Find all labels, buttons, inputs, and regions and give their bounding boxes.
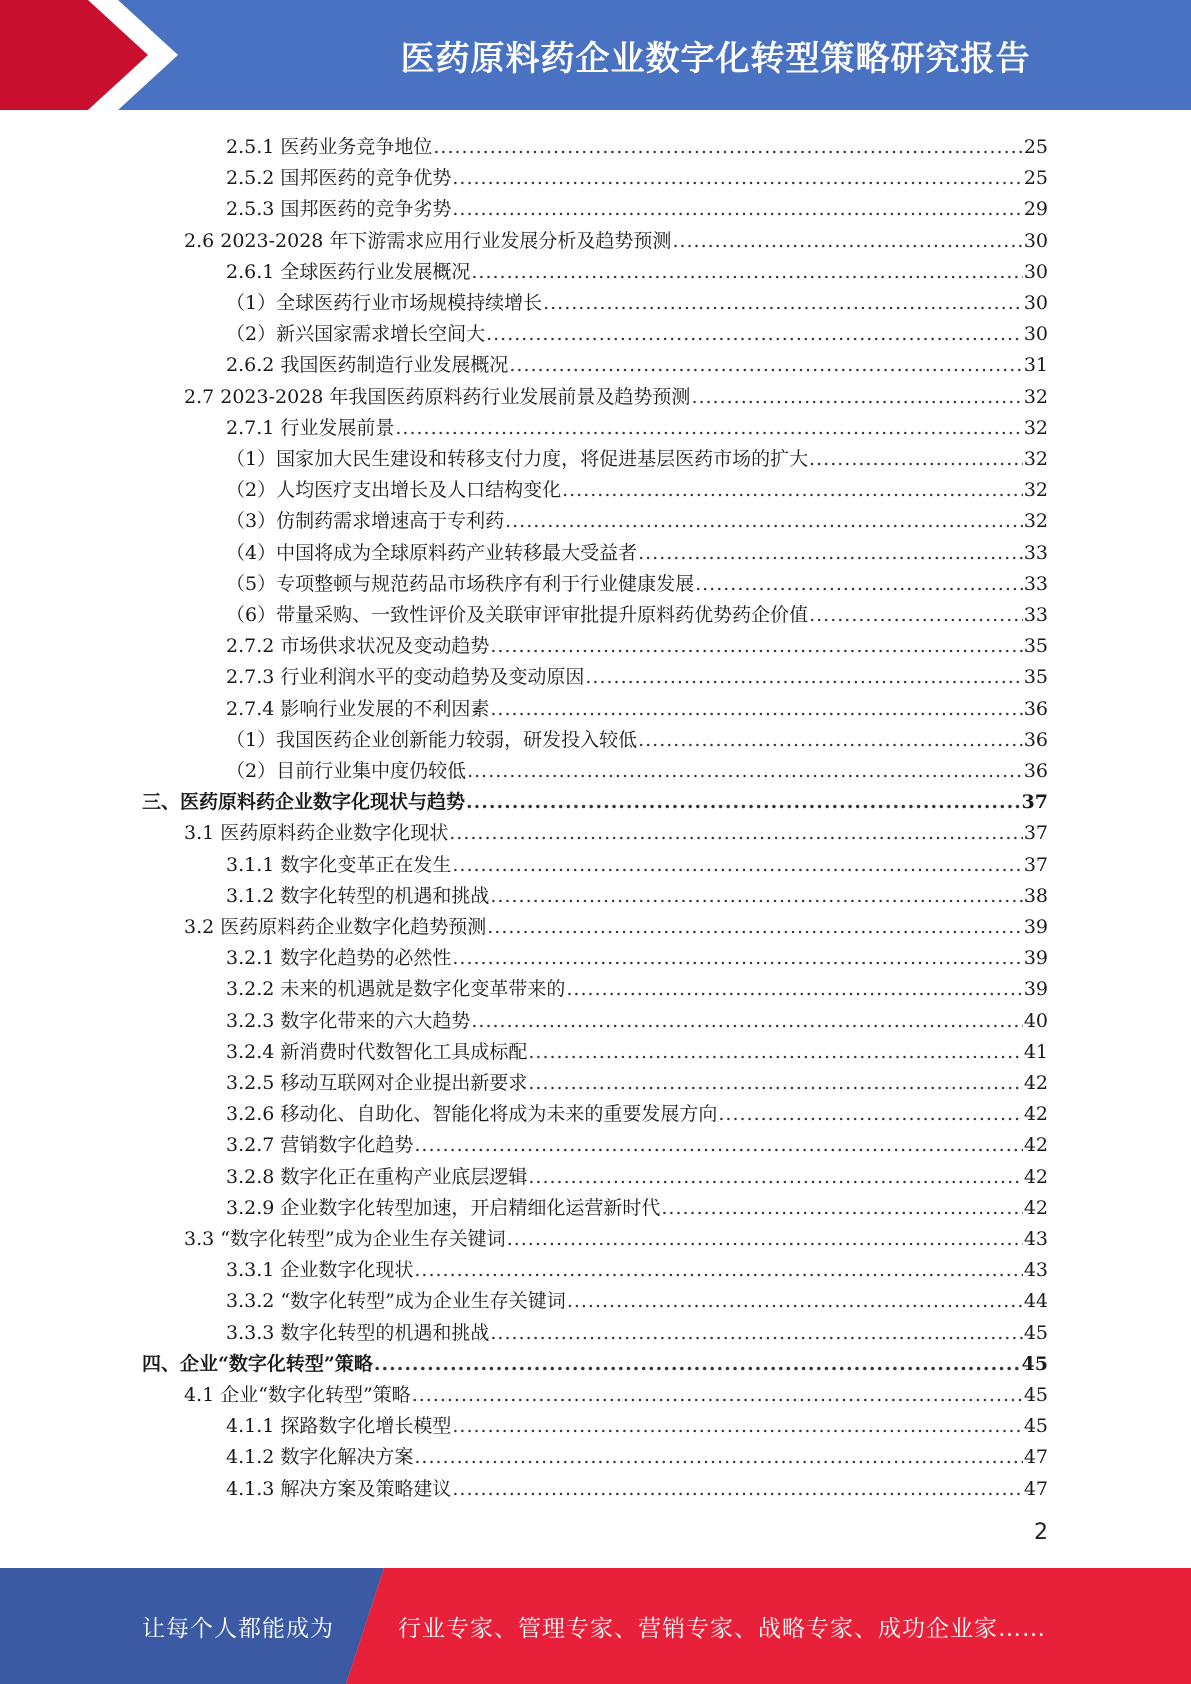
toc-entry-label: 3.2.6 移动化、自助化、智能化将成为未来的重要发展方向	[226, 1103, 718, 1125]
toc-leader-dots	[452, 167, 1022, 189]
toc-leader-dots	[562, 479, 1023, 501]
toc-entry[interactable]	[226, 938, 1048, 969]
toc-entry-page: 41	[1023, 1041, 1048, 1063]
toc-leader-dots	[452, 198, 1022, 220]
toc-leader-dots	[566, 978, 1022, 1000]
toc-entry-page: 32	[1023, 417, 1048, 439]
toc-leader-dots	[691, 386, 1022, 408]
toc-entry-label: 2.7.3 行业利润水平的变动趋势及变动原因	[226, 666, 585, 688]
toc-leader-dots	[486, 323, 1023, 345]
toc-entry-page: 45	[1023, 1415, 1048, 1437]
toc-entry[interactable]	[226, 408, 1048, 439]
toc-entry-label: 2.6.1 全球医药行业发展概况	[226, 261, 471, 283]
toc-entry-page: 42	[1023, 1134, 1048, 1156]
toc-entry-page: 35	[1023, 635, 1048, 657]
toc-entry-label: （2）新兴国家需求增长空间大	[226, 323, 486, 345]
toc-entry[interactable]	[184, 1219, 1048, 1250]
toc-entry-page: 29	[1023, 198, 1048, 220]
toc-entry-page: 37	[1023, 854, 1048, 876]
toc-entry-label: 3.3.3 数字化转型的机遇和挑战	[226, 1322, 490, 1344]
toc-entry-page: 40	[1023, 1010, 1048, 1032]
toc-entry-label: 3.3 “数字化转型”成为企业生存关键词	[184, 1228, 506, 1250]
toc-entry-label: 3.2.2 未来的机遇就是数字化变革带来的	[226, 978, 566, 1000]
toc-entry-label: 4.1.3 解决方案及策略建议	[226, 1478, 452, 1500]
toc-entry-page: 42	[1023, 1166, 1048, 1188]
toc-entry[interactable]	[226, 189, 1048, 220]
toc-entry-page: 43	[1023, 1228, 1048, 1250]
toc-entry[interactable]	[226, 1281, 1048, 1312]
toc-entry-label: 2.5.2 国邦医药的竞争优势	[226, 167, 452, 189]
toc-leader-dots	[809, 604, 1023, 626]
toc-entry[interactable]	[226, 252, 1048, 283]
toc-leader-dots	[490, 698, 1022, 720]
toc-entry-label: （1）我国医药企业创新能力较弱，研发投入较低	[226, 729, 638, 751]
document-title: 医药原料药企业数字化转型策略研究报告	[400, 38, 1031, 79]
toc-leader-dots	[567, 1290, 1023, 1312]
toc-entry-label: 2.7.1 行业发展前景	[226, 417, 395, 439]
toc-leader-dots	[452, 947, 1022, 969]
toc-leader-dots	[528, 1072, 1022, 1094]
toc-entry-label: （3）仿制药需求增速高于专利药	[226, 510, 505, 532]
page-header	[0, 0, 1191, 110]
toc-entry-label: 3.2.7 营销数字化趋势	[226, 1134, 414, 1156]
toc-entry-label: 四、企业“数字化转型”策略	[142, 1353, 373, 1375]
toc-leader-dots	[505, 510, 1023, 532]
toc-entry[interactable]	[226, 127, 1048, 158]
toc-entry-label: 3.1.1 数字化变革正在发生	[226, 854, 452, 876]
toc-entry[interactable]	[226, 657, 1048, 688]
toc-entry-page: 39	[1023, 947, 1048, 969]
toc-entry-page: 30	[1023, 261, 1048, 283]
toc-entry[interactable]	[226, 1157, 1048, 1188]
toc-entry[interactable]	[226, 1406, 1048, 1437]
toc-entry[interactable]	[226, 1469, 1048, 1500]
toc-entry-page: 32	[1023, 386, 1048, 408]
toc-entry-page: 32	[1023, 479, 1048, 501]
toc-leader-dots	[414, 1259, 1022, 1281]
toc-leader-dots	[487, 916, 1023, 938]
toc-entry-page: 33	[1023, 604, 1048, 626]
toc-leader-dots	[638, 542, 1023, 564]
toc-leader-dots	[452, 1478, 1022, 1500]
toc-entry-page: 33	[1023, 573, 1048, 595]
toc-entry-page: 43	[1023, 1259, 1048, 1281]
toc-entry[interactable]	[226, 845, 1048, 876]
toc-leader-dots	[528, 1041, 1022, 1063]
toc-entry-label: 3.2 医药原料药企业数字化趋势预测	[184, 916, 487, 938]
toc-leader-dots	[672, 230, 1022, 252]
toc-leader-dots	[695, 573, 1023, 595]
toc-entry[interactable]	[226, 1001, 1048, 1032]
footer-slogan-right: 行业专家、管理专家、营销专家、战略专家、成功企业家……	[398, 1615, 1046, 1642]
toc-entry-label: 2.7.4 影响行业发展的不利因素	[226, 698, 490, 720]
toc-entry-page: 32	[1023, 448, 1048, 470]
toc-entry-label: （4）中国将成为全球原料药产业转移最大受益者	[226, 542, 638, 564]
toc-leader-dots	[585, 666, 1022, 688]
toc-entry-page: 44	[1023, 1290, 1048, 1312]
toc-entry-label: 3.2.3 数字化带来的六大趋势	[226, 1010, 471, 1032]
toc-entry[interactable]	[226, 689, 1048, 720]
toc-entry-label: 3.2.1 数字化趋势的必然性	[226, 947, 452, 969]
toc-entry-page: 36	[1023, 760, 1048, 782]
toc-leader-dots	[452, 1415, 1022, 1437]
toc-entry[interactable]	[226, 470, 1048, 501]
toc-leader-dots	[661, 1197, 1022, 1219]
footer-slogan-left: 让每个人都能成为	[142, 1615, 334, 1642]
toc-entry[interactable]	[184, 907, 1048, 938]
toc-entry[interactable]	[226, 626, 1048, 657]
toc-entry-label: 3.3.2 “数字化转型”成为企业生存关键词	[226, 1290, 566, 1312]
toc-entry-page: 25	[1023, 167, 1048, 189]
toc-entry[interactable]	[226, 158, 1048, 189]
toc-entry[interactable]	[226, 1313, 1048, 1344]
toc-entry-label: 2.7.2 市场供求状况及变动趋势	[226, 635, 490, 657]
toc-leader-dots	[412, 1384, 1023, 1406]
toc-entry[interactable]	[184, 813, 1048, 844]
toc-entry[interactable]	[226, 1437, 1048, 1468]
toc-entry-page: 33	[1023, 542, 1048, 564]
toc-entry-page: 38	[1023, 885, 1048, 907]
toc-entry[interactable]	[142, 782, 1048, 813]
toc-entry[interactable]	[226, 1125, 1048, 1156]
toc-leader-dots	[718, 1103, 1022, 1125]
toc-entry[interactable]	[226, 751, 1048, 782]
toc-entry-label: 2.5.1 医药业务竞争地位	[226, 136, 433, 158]
page-footer	[0, 1568, 1191, 1684]
page-number: 2	[1034, 1520, 1048, 1545]
toc-entry-page: 25	[1023, 136, 1048, 158]
toc-entry-label: 3.2.9 企业数字化转型加速，开启精细化运营新时代	[226, 1197, 661, 1219]
toc-entry-page: 39	[1023, 916, 1048, 938]
toc-entry-page: 37	[1023, 822, 1048, 844]
toc-entry-page: 39	[1023, 978, 1048, 1000]
toc-entry-label: 3.1 医药原料药企业数字化现状	[184, 822, 449, 844]
toc-entry[interactable]	[142, 1344, 1048, 1375]
toc-leader-dots	[509, 354, 1022, 376]
toc-leader-dots	[414, 1446, 1022, 1468]
toc-entry-label: （5）专项整顿与规范药品市场秩序有利于行业健康发展	[226, 573, 695, 595]
toc-leader-dots	[638, 729, 1023, 751]
toc-entry-label: 3.3.1 企业数字化现状	[226, 1259, 414, 1281]
toc-entry-label: 3.2.8 数字化正在重构产业底层逻辑	[226, 1166, 528, 1188]
toc-entry[interactable]	[226, 969, 1048, 1000]
toc-leader-dots	[507, 1228, 1023, 1250]
toc-leader-dots	[467, 760, 1023, 782]
toc-entry-page: 31	[1023, 354, 1048, 376]
toc-entry-page: 45	[1023, 1384, 1048, 1406]
toc-entry-label: 2.6 2023-2028 年下游需求应用行业发展分析及趋势预测	[184, 230, 672, 252]
toc-entry[interactable]	[226, 1094, 1048, 1125]
toc-leader-dots	[374, 1353, 1021, 1375]
toc-entry[interactable]	[226, 283, 1048, 314]
toc-leader-dots	[471, 1010, 1022, 1032]
toc-entry-label: 2.7 2023-2028 年我国医药原料药行业发展前景及趋势预测	[184, 386, 691, 408]
toc-entry[interactable]	[226, 314, 1048, 345]
toc-entry-page: 37	[1021, 791, 1048, 813]
toc-leader-dots	[414, 1134, 1022, 1156]
toc-entry[interactable]	[226, 1063, 1048, 1094]
toc-leader-dots	[466, 791, 1021, 813]
toc-leader-dots	[490, 635, 1022, 657]
toc-entry[interactable]	[226, 876, 1048, 907]
toc-entry[interactable]	[226, 439, 1048, 470]
toc-entry[interactable]	[226, 501, 1048, 532]
toc-entry[interactable]	[226, 595, 1048, 626]
toc-entry-page: 30	[1023, 323, 1048, 345]
toc-entry[interactable]	[226, 720, 1048, 751]
toc-entry-page: 47	[1023, 1446, 1048, 1468]
toc-leader-dots	[395, 417, 1022, 439]
toc-entry-page: 42	[1023, 1197, 1048, 1219]
toc-entry-page: 30	[1023, 292, 1048, 314]
toc-entry[interactable]	[226, 1250, 1048, 1281]
toc-entry[interactable]	[184, 377, 1048, 408]
toc-entry-page: 42	[1023, 1072, 1048, 1094]
toc-entry-page: 36	[1023, 729, 1048, 751]
toc-entry-label: 4.1.2 数字化解决方案	[226, 1446, 414, 1468]
toc-entry-label: 三、医药原料药企业数字化现状与趋势	[142, 791, 466, 813]
toc-entry[interactable]	[226, 345, 1048, 376]
toc-leader-dots	[490, 885, 1022, 907]
toc-entry-page: 30	[1023, 230, 1048, 252]
toc-entry-page: 47	[1023, 1478, 1048, 1500]
toc-entry[interactable]	[184, 221, 1048, 252]
toc-entry-page: 32	[1023, 510, 1048, 532]
toc-entry-label: （6）带量采购、一致性评价及关联审评审批提升原料药优势药企价值	[226, 604, 809, 626]
toc-entry[interactable]	[226, 1188, 1048, 1219]
toc-entry[interactable]	[226, 533, 1048, 564]
toc-leader-dots	[528, 1166, 1022, 1188]
toc-leader-dots	[433, 136, 1022, 158]
toc-leader-dots	[449, 822, 1023, 844]
toc-leader-dots	[452, 854, 1022, 876]
toc-entry-label: （2）目前行业集中度仍较低	[226, 760, 467, 782]
toc-entry[interactable]	[184, 1375, 1048, 1406]
toc-entry-page: 35	[1023, 666, 1048, 688]
toc-entry[interactable]	[226, 1032, 1048, 1063]
toc-entry-label: 3.1.2 数字化转型的机遇和挑战	[226, 885, 490, 907]
toc-leader-dots	[471, 261, 1022, 283]
toc-entry-label: （1）全球医药行业市场规模持续增长	[226, 292, 543, 314]
toc-entry-page: 45	[1023, 1322, 1048, 1344]
toc-entry-label: 4.1.1 探路数字化增长模型	[226, 1415, 452, 1437]
toc-entry-label: 2.6.2 我国医药制造行业发展概况	[226, 354, 509, 376]
toc-entry-label: 4.1 企业“数字化转型”策略	[184, 1384, 411, 1406]
toc-entry-page: 42	[1023, 1103, 1048, 1125]
toc-leader-dots	[809, 448, 1023, 470]
toc-entry-page: 45	[1021, 1353, 1048, 1375]
toc-entry-page: 36	[1023, 698, 1048, 720]
toc-entry[interactable]	[226, 564, 1048, 595]
toc-entry-label: 3.2.4 新消费时代数智化工具成标配	[226, 1041, 528, 1063]
toc-entry-label: 3.2.5 移动互联网对企业提出新要求	[226, 1072, 528, 1094]
toc-leader-dots	[543, 292, 1023, 314]
toc-entry-label: 2.5.3 国邦医药的竞争劣势	[226, 198, 452, 220]
toc-entry-label: （2）人均医疗支出增长及人口结构变化	[226, 479, 562, 501]
toc-entry-label: （1）国家加大民生建设和转移支付力度，将促进基层医药市场的扩大	[226, 448, 809, 470]
toc-leader-dots	[490, 1322, 1022, 1344]
